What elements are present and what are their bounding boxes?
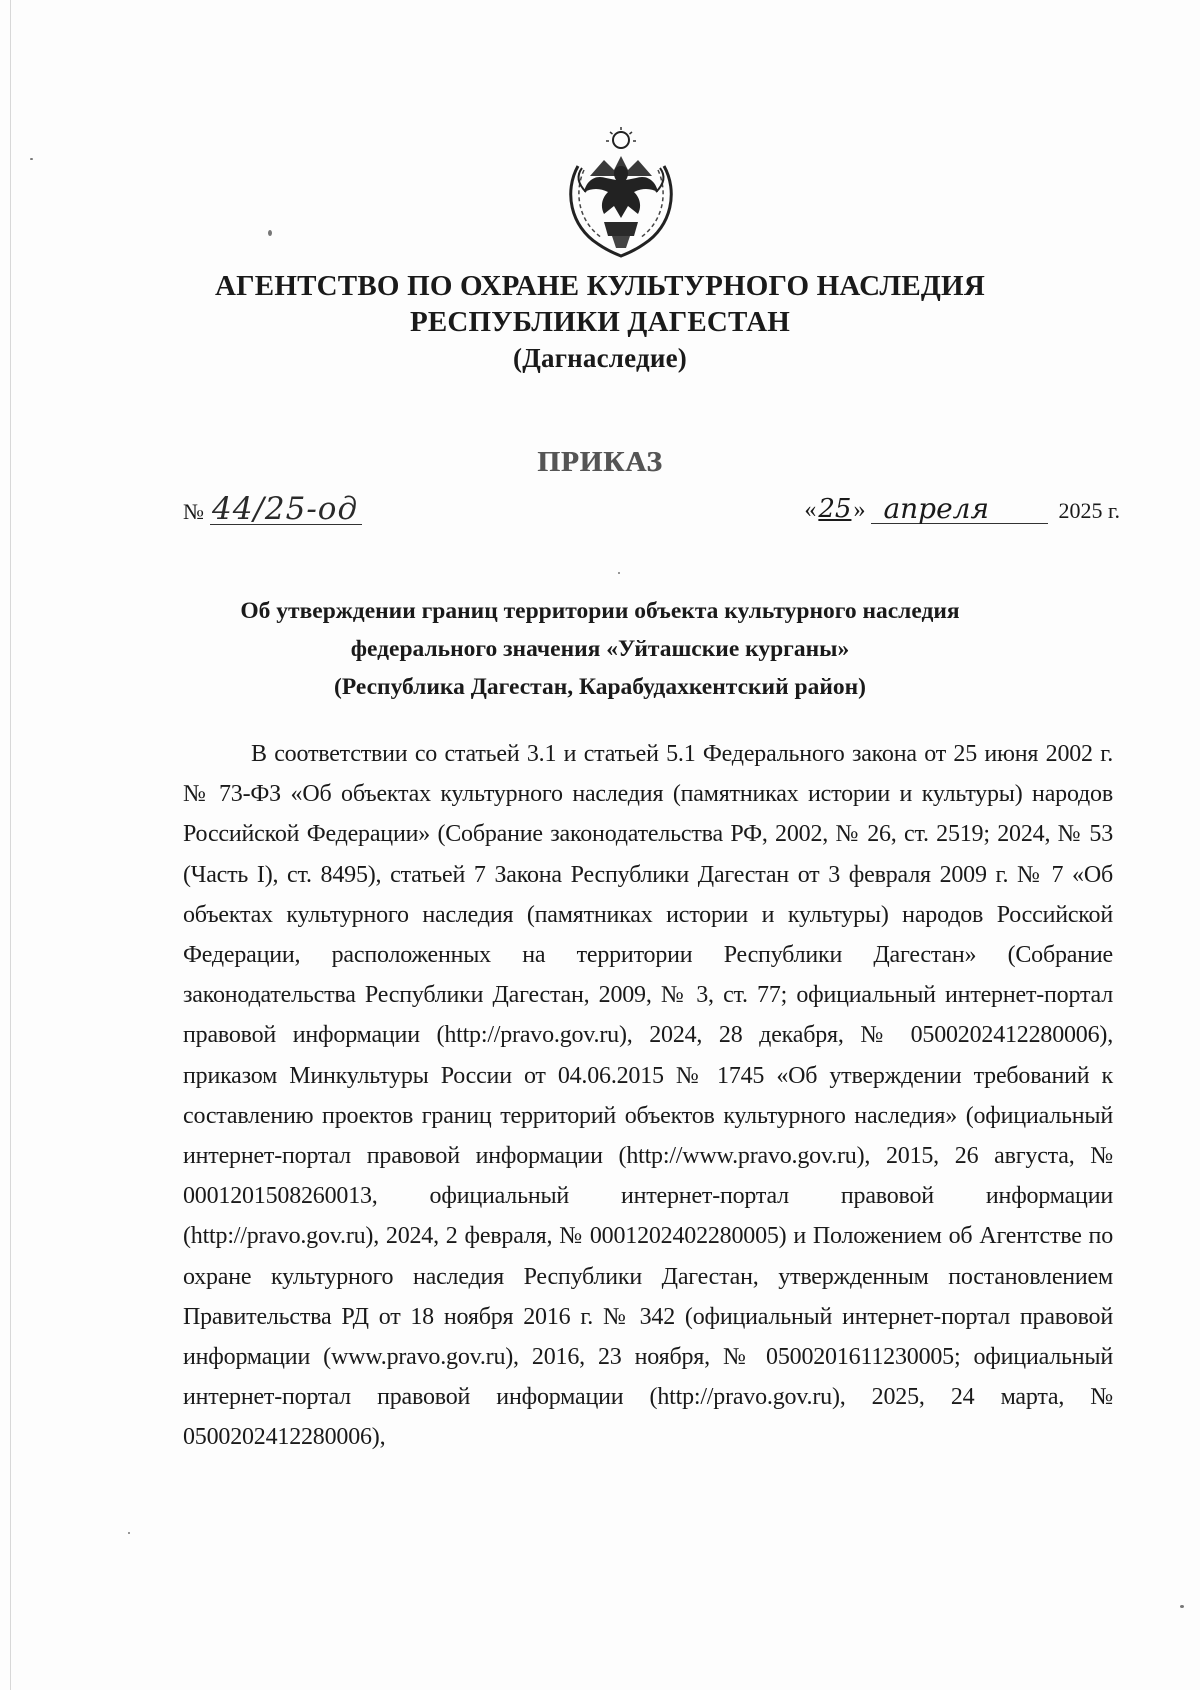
order-number-handwritten: 44/25-од <box>210 494 362 525</box>
organization-header <box>0 268 1200 376</box>
subject-line1: Об утверждении границ территории объекта культурного наследия <box>240 598 960 624</box>
scan-edge-line <box>10 0 11 1690</box>
date-close-quote: » <box>853 497 866 523</box>
order-subject <box>0 592 1200 706</box>
dagestan-coat-of-arms-icon <box>556 126 686 261</box>
subject-line3: (Республика Дагестан, Карабудахкентский район) <box>334 674 866 700</box>
date-year: 2025 г. <box>1058 498 1120 523</box>
scan-speck <box>618 572 620 574</box>
date-month-handwritten: апреля <box>871 495 1048 524</box>
order-number <box>183 491 362 527</box>
body-paragraph: В соответствии со статьей 3.1 и статьей 5.1 Федерального закона от 25 июня 2002 г. № 73-ФЗ «Об объектах культурного наследия (памятниках истории и культуры) народов Российской Федерации» (Собрание законодательства РФ, 2002, № 26, ст. 2519; 2024, № 53 (Часть I), ст. 8495), статьей 7 Закона Республики Дагестан от 3 февраля 2009 г. № 7 «Об объектах культурного наследия (памятниках истории и культуры) народов Российской Федерации, расположенных на территории Республики Дагестан» (Собрание законодательства Республики Дагестан, 2009, № 3, ст. 77; официальный интернет-портал правовой информации (http://pravo.gov.ru), 2024, 28 декабря, № 0500202412280006), приказом Минкультуры России от 04.06.2015 № 1745 «Об утверждении требований к составлению проектов границ территорий объектов культурного наследия» (официальный интернет-портал правовой информации (http://www.pravo.gov.ru), 2015, 26 августа, № 0001201508260013, официальный интернет-портал правовой информации (http://pravo.gov.ru), 2024, 2 февраля, № 0001202402280005) и Положением об Агентстве по охране культурного наследия Республики Дагестан, утвержденным постановлением Правительства РД от 18 ноября 2016 г. № 342 (официальный интернет-портал правовой информации (www.pravo.gov.ru), 2016, 23 ноября, № 0500201611230005; официальный интернет-портал правовой информации (http://pravo.gov.ru), 2025, 24 марта, № 0500202412280006), <box>183 741 1113 1451</box>
org-name-line2: РЕСПУБЛИКИ ДАГЕСТАН <box>409 306 791 338</box>
scan-speck <box>268 230 272 236</box>
scan-speck <box>30 158 33 160</box>
scan-speck <box>1180 1605 1184 1608</box>
org-name-line1: АГЕНТСТВО ПО ОХРАНЕ КУЛЬТУРНОГО НАСЛЕДИЯ <box>215 270 985 302</box>
date-day-handwritten: 25 <box>818 494 852 524</box>
document-type-title: ПРИКАЗ <box>537 446 663 478</box>
date-open-quote: « <box>804 497 817 523</box>
scan-speck <box>128 1532 130 1534</box>
subject-line2: федерального значения «Уйташские курганы» <box>350 636 850 662</box>
order-date <box>804 494 1120 524</box>
org-short-name: (Дагнаследие) <box>513 343 687 373</box>
number-sign: № <box>183 499 204 524</box>
